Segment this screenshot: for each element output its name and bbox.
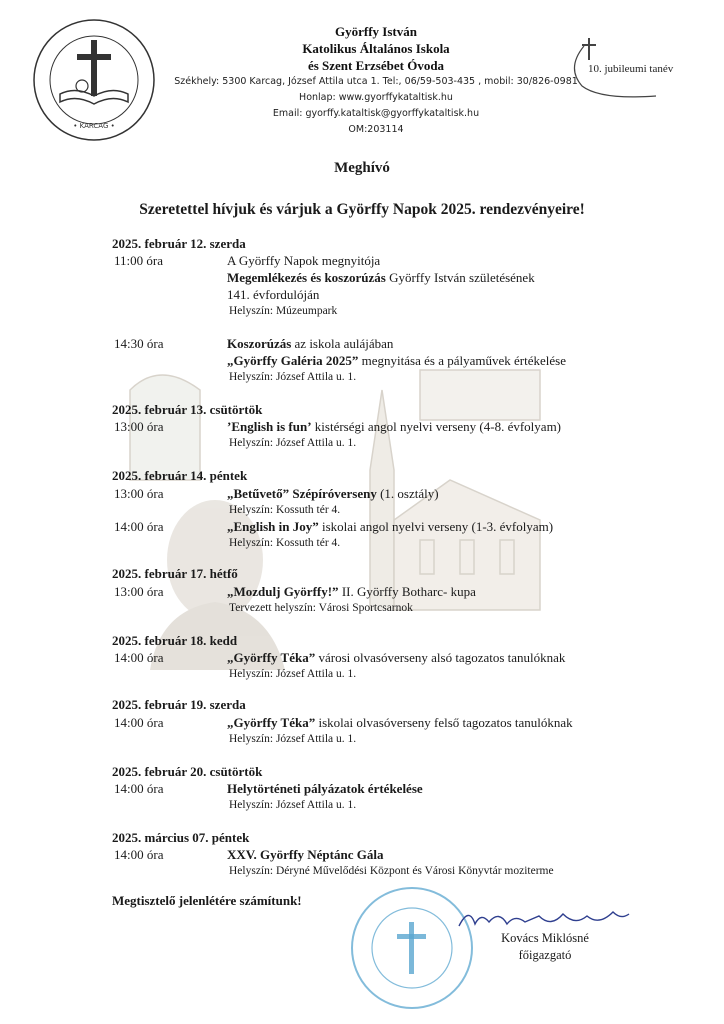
day-heading: 2025. február 17. hétfő (112, 566, 238, 581)
school-logo (30, 16, 158, 144)
event-title-rest: városi olvasóverseny alsó tagozatos tanulóknak (315, 650, 566, 665)
invitation-title: Meghívó (334, 160, 390, 176)
event-title-bold: „Mozdulj Györffy!” (227, 584, 339, 599)
school-name-line2: Katolikus Általános Iskola (302, 41, 450, 56)
school-address: Székhely: 5300 Karcag, József Attila utca 1. Tel:, 06/59-503-435 , mobil: 30/826-0981 (174, 76, 578, 87)
event-title-bold: Helytörténeti pályázatok értékelése (227, 781, 423, 796)
event-time: 13:00 óra (114, 486, 164, 501)
event-title (227, 715, 573, 731)
svg-text:• KARCAG •: • KARCAG • (73, 122, 115, 130)
day-heading: 2025. február 13. csütörtök (112, 402, 263, 417)
day-heading: 2025. március 07. péntek (112, 830, 250, 845)
event-title-rest: (1. osztály) (376, 486, 439, 501)
signatory-role: főigazgató (518, 948, 572, 962)
event-title-rest: az iskola aulájában (291, 336, 394, 351)
event-time: 13:00 óra (114, 584, 164, 599)
school-name-line1: Györffy István (335, 24, 417, 39)
event-title-bold: Megemlékezés és koszorúzás (227, 270, 386, 285)
event-title (227, 650, 565, 666)
event-time: 11:00 óra (114, 253, 163, 268)
event-title (227, 419, 561, 435)
event-title-bold: „Betűvető” Szépíróverseny (227, 486, 377, 501)
day-heading: 2025. február 14. péntek (112, 468, 248, 483)
event-title-bold: „Györffy Téka” (227, 650, 316, 665)
event-title (227, 781, 423, 797)
day-heading: 2025. február 20. csütörtök (112, 764, 263, 779)
invitation-subtitle: Szeretettel hívjuk és várjuk a Györffy Napok 2025. rendezvényeire! (139, 201, 585, 218)
jubilee-label: 10. jubileumi tanév (588, 63, 674, 75)
event-title (227, 353, 566, 369)
event-time: 14:00 óra (114, 519, 164, 534)
event-title (227, 847, 383, 863)
event-location: Helyszín: József Attila u. 1. (229, 437, 357, 449)
event-location: Helyszín: József Attila u. 1. (229, 799, 357, 811)
event-location: Helyszín: Déryné Művelődési Központ és Városi Könyvtár moziterme (229, 865, 554, 877)
event-time: 14:00 óra (114, 781, 164, 796)
event-location: Helyszín: József Attila u. 1. (229, 371, 357, 383)
event-location: Tervezett helyszín: Városi Sportcsarnok (229, 602, 413, 614)
event-title-bold: ’English is fun’ (227, 419, 312, 434)
event-location: Helyszín: Kossuth tér 4. (229, 504, 341, 516)
event-title-rest: iskolai olvasóverseny felső tagozatos tanulóknak (315, 715, 573, 730)
event-time: 14:00 óra (114, 847, 164, 862)
event-time: 14:00 óra (114, 715, 164, 730)
event-title-rest: kistérségi angol nyelvi verseny (4-8. évfolyam) (311, 419, 562, 434)
event-title-bold: Koszorúzás (227, 336, 292, 351)
event-title-rest: megnyitása és a pályaművek értékelése (358, 353, 566, 368)
school-om: OM:203114 (348, 124, 404, 135)
event-title-rest: Györffy István születésének (385, 270, 535, 285)
event-title-bold: „Györffy Galéria 2025” (227, 353, 359, 368)
event-location: Helyszín: József Attila u. 1. (229, 668, 357, 680)
school-header (150, 23, 602, 138)
day-heading: 2025. február 12. szerda (112, 236, 246, 251)
event-title: 141. évfordulóján (227, 287, 320, 302)
event-title: A Györffy Napok megnyitója (227, 253, 381, 268)
event-time: 13:00 óra (114, 419, 164, 434)
event-title-bold: „English in Joy” (227, 519, 319, 534)
school-name-line3: és Szent Erzsébet Óvoda (307, 58, 445, 73)
signatory-block (470, 930, 620, 964)
event-location: Helyszín: Kossuth tér 4. (229, 537, 341, 549)
event-location: Helyszín: József Attila u. 1. (229, 733, 357, 745)
event-time: 14:00 óra (114, 650, 164, 665)
school-email: Email: gyorffy.kataltisk@gyorffykataltisk.hu (272, 108, 480, 119)
event-title-bold: „Györffy Téka” (227, 715, 316, 730)
event-title (227, 584, 476, 600)
event-title-bold: XXV. Györffy Néptánc Gála (227, 847, 384, 862)
day-heading: 2025. február 18. kedd (112, 633, 238, 648)
closing-line: Megtisztelő jelenlétére számítunk! (112, 893, 302, 908)
school-website: Honlap: www.gyorffykataltisk.hu (299, 92, 453, 103)
event-title (227, 519, 553, 535)
event-title (227, 270, 535, 286)
event-location: Helyszín: Múzeumpark (229, 305, 338, 317)
event-time: 14:30 óra (114, 336, 164, 351)
event-title (227, 336, 393, 352)
event-title-rest: II. Györffy Botharc- kupa (338, 584, 476, 599)
event-title (227, 486, 439, 502)
signatory-name: Kovács Miklósné (501, 931, 589, 945)
day-heading: 2025. február 19. szerda (112, 697, 246, 712)
event-title-rest: iskolai angol nyelvi verseny (1-3. évfolyam) (318, 519, 554, 534)
